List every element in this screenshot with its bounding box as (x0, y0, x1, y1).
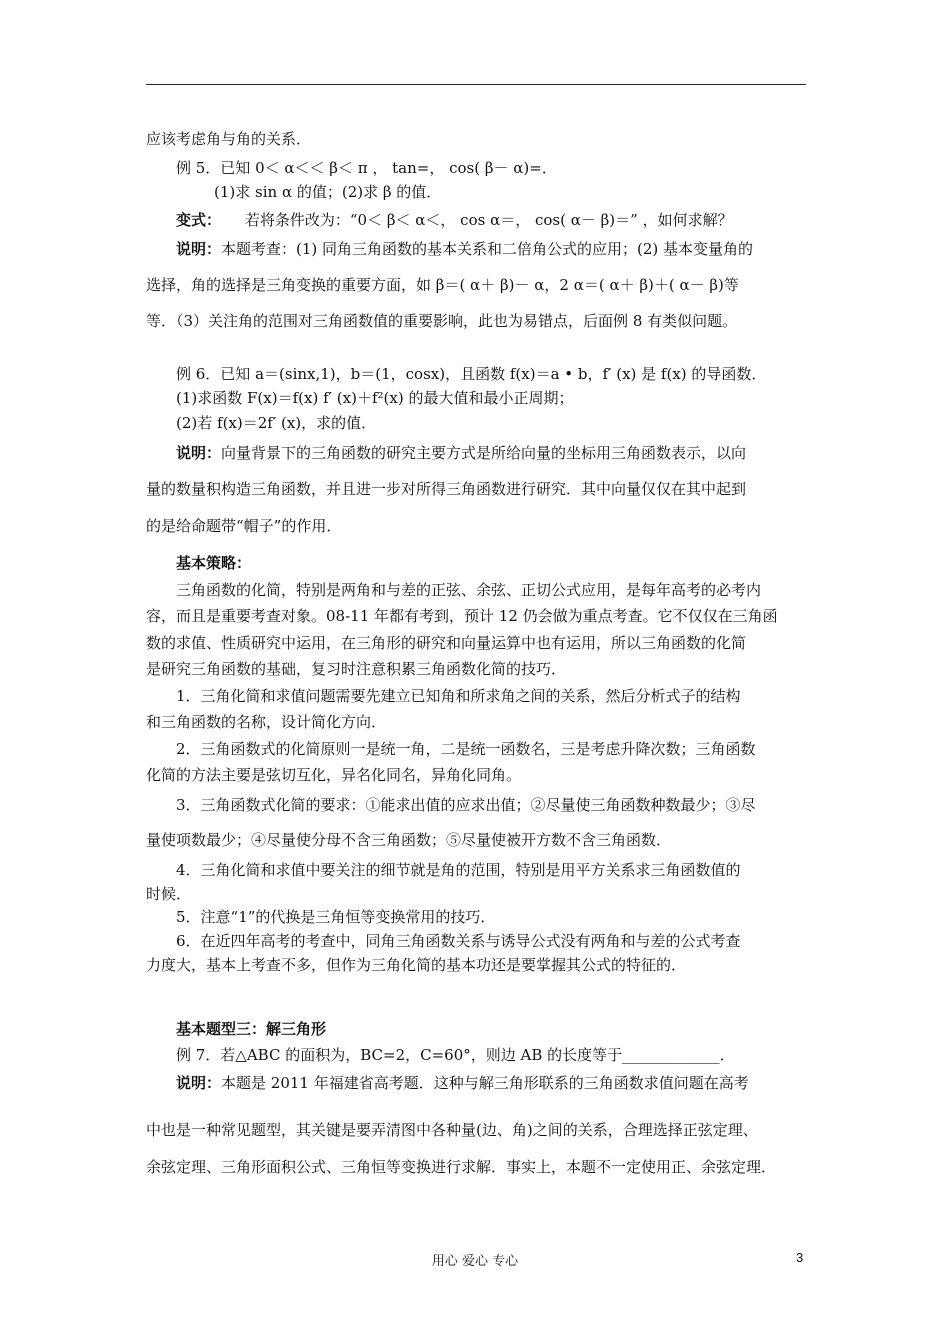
note-label: 说明： (176, 240, 222, 258)
text-line: 力度大，基本上考查不多，但作为三角化简的基本功还是要掌握其公式的特征的． (146, 956, 687, 974)
text-line: 化简的方法主要是弦切互化，异名化同名，异角化同角。 (146, 766, 522, 784)
text-line: 是研究三角函数的基础，复习时注意积累三角函数化简的技巧． (146, 660, 567, 678)
note-line (176, 1073, 808, 1093)
note-text: 向量背景下的三角函数的研究主要方式是所给向量的坐标用三角函数表示，以向 (221, 444, 747, 462)
strategy-item-2: 2．三角函数式的化简原则一是统一角，二是统一函数名，三是考虑升降次数；三角函数 (176, 740, 756, 758)
strategy-heading: 基本策略： (176, 554, 252, 572)
strategy-item-4: 4．三角化简和求值中要关注的细节就是角的范围，特别是用平方关系求三角函数值的 (176, 861, 741, 879)
text-line: 容，而且是重要考查对象。08-11 年都有考到，预计 12 仍会做为重点考查。它不仅仅在三角函 (146, 607, 778, 625)
note-label: 说明： (176, 444, 222, 462)
example-6-q1: (1)求函数 F(x)＝f(x) f′ (x)＋f²(x) 的最大值和最小正周期； (176, 389, 574, 407)
strategy-item-3: 3．三角函数式化简的要求：①能求出值的应求出值；②尽量使三角函数种数最少；③尽 (176, 796, 756, 814)
note-label: 说明： (176, 1074, 222, 1092)
text-line: 选择，角的选择是三角变换的重要方面，如 β＝( α＋ β)－ α，2 α＝( α＋ β)＋( α－ β)等 (146, 276, 739, 294)
text-line: 量的数量积构造三角函数，并且进一步对所得三角函数进行研究．其中向量仅仅在其中起到 (146, 480, 747, 498)
example-7: 例 7．若△ABC 的面积为，BC=2，C=60°，则边 AB 的长度等于_____________． (176, 1046, 735, 1064)
strategy-item-1: 1．三角化简和求值问题需要先建立已知角和所求角之间的关系，然后分析式子的结构 (176, 687, 741, 705)
text-line: 数的求值、性质研究中运用，在三角形的研究和向量运算中也有运用，所以三角函数的化简 (146, 634, 747, 652)
text-line: 的是给命题带“帽子”的作用． (146, 517, 342, 535)
example-6: 例 6．已知 a＝(sinx,1)，b＝(1，cosx)，且函数 f(x)＝a • b，f′ (x) 是 f(x) 的导函数． (176, 365, 767, 383)
variant-text: 若将条件改为：“0＜ β＜ α＜， cos α＝， cos( α－ β)＝” ，如何求解？ (244, 211, 733, 229)
section-heading: 基本题型三：解三角形 (176, 1020, 327, 1038)
text-line: 中也是一种常见题型，其关键是要弄清图中各种量(边、角)之间的关系，合理选择正弦定理、 (146, 1121, 758, 1139)
strategy-item-6: 6．在近四年高考的考查中，同角三角函数关系与诱导公式没有两角和与差的公式考查 (176, 932, 741, 950)
text-line: 时候． (146, 885, 192, 903)
note-line (176, 443, 808, 463)
note-text: 本题考查：(1) 同角三角函数的基本关系和二倍角公式的应用；(2) 基本变量角的 (221, 240, 754, 258)
example-5: 例 5．已知 0＜ α＜＜ β＜ π ， tan=， cos( β－ α)=． (176, 159, 557, 177)
text-line: 余弦定理、三角形面积公式、三角恒等变换进行求解．事实上，本题不一定使用正、余弦定理． (146, 1158, 777, 1176)
note-text: 本题是 2011 年福建省高考题．这种与解三角形联系的三角函数求值问题在高考 (221, 1074, 749, 1092)
text-line: 和三角函数的名称，设计简化方向． (146, 713, 387, 731)
header-rule (146, 84, 806, 85)
note-line (176, 239, 808, 259)
text-line: 等．（3）关注角的范围对三角函数值的重要影响，此也为易错点，后面例 8 有类似问题。 (146, 312, 738, 330)
strategy-item-5: 5．注意“1”的代换是三角恒等变换常用的技巧． (176, 908, 496, 926)
text-line: 应该考虑角与角的关系． (146, 130, 312, 148)
variant-line (176, 210, 808, 230)
page-number: 3 (796, 1250, 804, 1265)
text-line: 量使项数最少；④尽量使分母不含三角函数；⑤尽量使被开方数不含三角函数． (146, 831, 672, 849)
text-line: 三角函数的化简，特别是两角和与差的正弦、余弦、正切公式应用，是每年高考的必考内 (176, 581, 762, 599)
example-5-questions: (1)求 sin α 的值；(2)求 β 的值． (214, 183, 442, 201)
variant-label: 变式： (176, 211, 222, 229)
footer-text: 用心 爱心 专心 (431, 1254, 519, 1269)
example-6-q2: (2)若 f(x)＝2f′ (x)，求的值． (176, 414, 377, 432)
